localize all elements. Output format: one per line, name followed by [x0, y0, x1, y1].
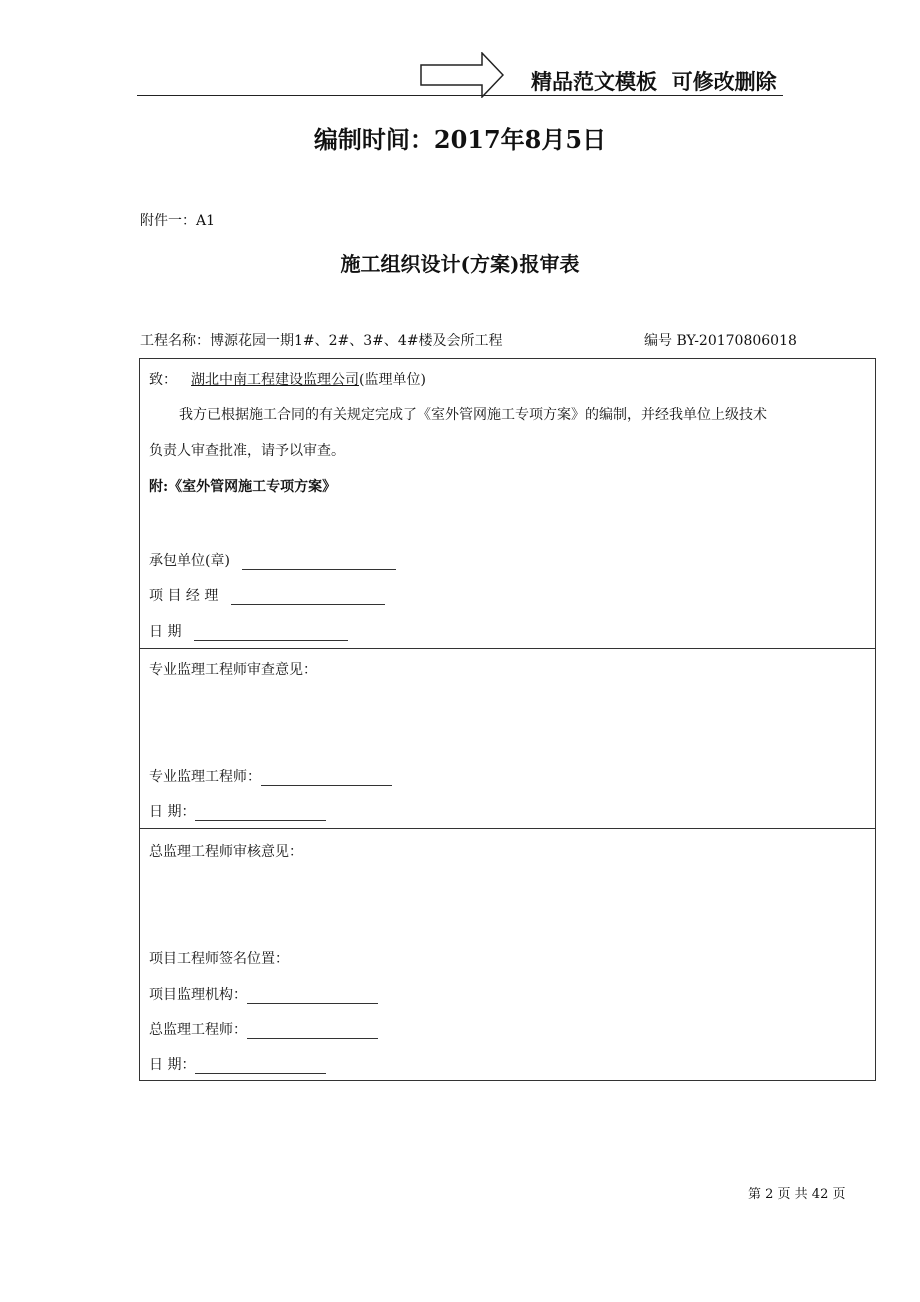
contractor-signature-line[interactable]	[242, 553, 396, 570]
page-number: 第 2 页 共 42 页	[748, 1187, 846, 1202]
date-row-3	[149, 1054, 326, 1074]
approval-form-table	[139, 358, 876, 1081]
chief-row	[149, 1019, 378, 1039]
engineer-row	[149, 766, 392, 786]
org-label: 项目监理机构：	[149, 987, 247, 1003]
document-number: 编号 BY-20170806018	[644, 333, 797, 349]
header-banner: 精品范文模板 可修改删除	[531, 70, 777, 94]
org-signature-line[interactable]	[247, 987, 378, 1004]
contractor-label: 承包单位(章)	[149, 553, 230, 569]
arrow-icon	[420, 52, 504, 98]
engineer-opinion-label: 专业监理工程师审查意见：	[149, 662, 317, 678]
engineer-label: 专业监理工程师：	[149, 769, 261, 785]
recipient-label: 致：	[149, 372, 177, 388]
body-text-line-2: 负责人审查批准，请予以审查。	[149, 443, 345, 459]
engineer-signature-line[interactable]	[261, 769, 392, 786]
chief-signature-line[interactable]	[247, 1022, 378, 1039]
form-title: 施工组织设计(方案)报审表	[340, 252, 580, 276]
chief-review-section	[140, 829, 875, 1082]
date-row-1	[149, 621, 348, 641]
header-divider	[137, 95, 783, 96]
date-label-1: 日 期	[149, 624, 182, 640]
recipient-line	[149, 369, 426, 389]
date-line-3[interactable]	[195, 1057, 326, 1074]
manager-label: 项 目 经 理	[149, 588, 219, 604]
date-line-2[interactable]	[195, 804, 326, 821]
attachment-label: 附件一：A1	[140, 213, 216, 229]
manager-row	[149, 585, 385, 605]
recipient-unit: 湖北中南工程建设监理公司	[191, 372, 359, 388]
attachment-reference: 附:《室外管网施工专项方案》	[149, 479, 337, 495]
org-row	[149, 984, 378, 1004]
engineer-review-section	[140, 649, 875, 829]
date-label-3: 日 期：	[149, 1057, 196, 1073]
date-row-2	[149, 801, 326, 821]
manager-signature-line[interactable]	[231, 588, 385, 605]
chief-opinion-label: 总监理工程师审核意见：	[149, 844, 303, 860]
body-text-line-1: 我方已根据施工合同的有关规定完成了《室外管网施工专项方案》的编制，并经我单位上级技术	[179, 407, 767, 423]
submission-section	[140, 359, 875, 649]
project-name: 工程名称：博源花园一期1#、2#、3#、4#楼及会所工程	[140, 333, 503, 349]
sign-position-label: 项目工程师签名位置：	[149, 951, 289, 967]
date-line-1[interactable]	[194, 624, 348, 641]
contractor-row	[149, 550, 396, 570]
chief-label: 总监理工程师：	[149, 1022, 247, 1038]
date-label-2: 日 期：	[149, 804, 196, 820]
recipient-suffix: (监理单位)	[359, 372, 426, 388]
page-title: 编制时间：2017年8月5日	[313, 125, 607, 154]
